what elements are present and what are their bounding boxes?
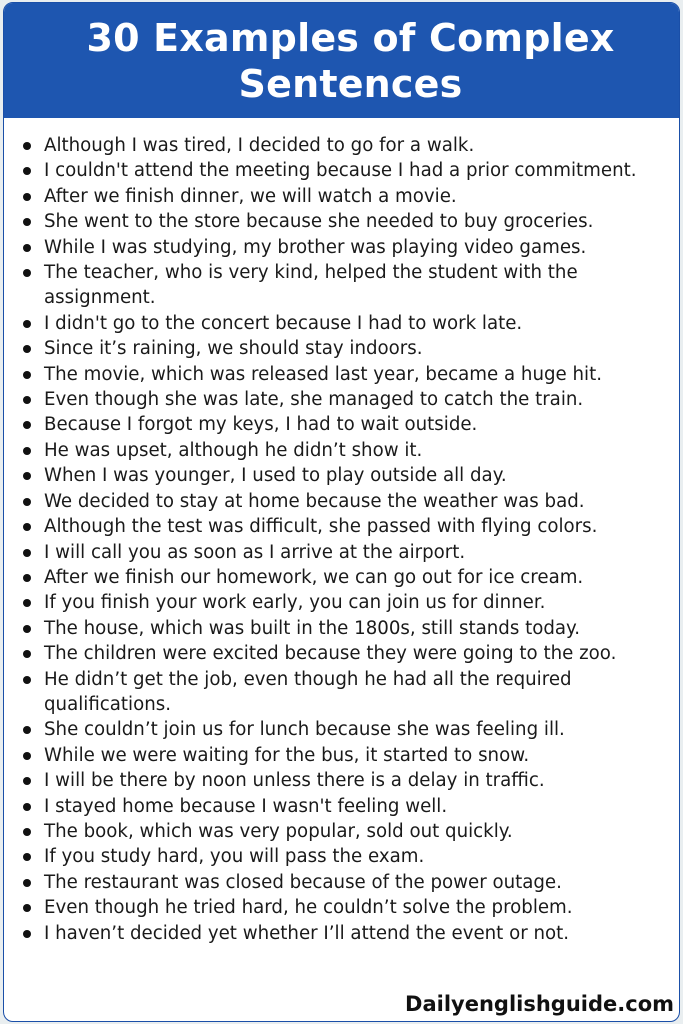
bullet-icon: [23, 676, 31, 684]
list-item: [0, 209, 683, 234]
list-item: [0, 794, 683, 819]
list-item: [0, 616, 683, 641]
list-item: [0, 819, 683, 844]
sentence-text: Even though he tried hard, he couldn’t solve the problem.: [44, 897, 573, 919]
bullet-icon: [23, 523, 31, 531]
bullet-icon: [23, 218, 31, 226]
list-item: [0, 768, 683, 793]
list-item: [0, 463, 683, 488]
list-item: [0, 870, 683, 895]
list-item: [0, 489, 683, 514]
bullet-icon: [23, 142, 31, 150]
bullet-icon: [23, 498, 31, 506]
list-item: [0, 590, 683, 615]
bullet-icon: [23, 345, 31, 353]
bullet-icon: [23, 193, 31, 201]
sentence-text: The book, which was very popular, sold out quickly.: [44, 820, 513, 842]
list-item: [0, 158, 683, 183]
sentence-text: Even though she was late, she managed to catch the train.: [44, 389, 584, 411]
site-watermark: Dailyenglishguide.com: [405, 992, 674, 1016]
bullet-icon: [23, 574, 31, 582]
list-item: [0, 133, 683, 158]
sentence-text: Although I was tired, I decided to go for a walk.: [44, 135, 475, 156]
bullet-icon: [23, 167, 31, 175]
list-item: [0, 311, 683, 336]
list-item: [0, 641, 683, 666]
bullet-icon: [23, 853, 31, 861]
page-title: 30 Examples of Complex Sentences: [86, 15, 615, 106]
list-item: [0, 717, 683, 742]
bullet-icon: [23, 244, 31, 252]
sentence-text: The children were excited because they were going to the zoo.: [44, 643, 617, 665]
list-item: [0, 260, 683, 311]
sentence-text: The movie, which was released last year, became a huge hit.: [44, 363, 602, 385]
bullet-icon: [23, 472, 31, 480]
sentence-text: I will be there by noon unless there is a delay in traffic.: [44, 770, 545, 792]
list-item: [0, 514, 683, 539]
list-item: [0, 844, 683, 869]
sentence-text: I couldn't attend the meeting because I had a prior commitment.: [44, 160, 637, 182]
sentence-text: We decided to stay at home because the weather was bad.: [44, 490, 585, 512]
list-item: [0, 387, 683, 412]
list-item: [0, 184, 683, 209]
list-item: [0, 743, 683, 768]
title-banner: [4, 3, 679, 118]
bullet-icon: [23, 752, 31, 760]
sentence-text: After we finish our homework, we can go out for ice cream.: [44, 566, 584, 588]
sentence-text: She went to the store because she needed to buy groceries.: [44, 211, 594, 233]
sentence-text: I didn't go to the concert because I had to work late.: [44, 312, 523, 334]
list-item: [0, 412, 683, 437]
bullet-icon: [23, 803, 31, 811]
bullet-icon: [23, 371, 31, 379]
bullet-icon: [23, 904, 31, 912]
bullet-icon: [23, 726, 31, 734]
bullet-icon: [23, 421, 31, 429]
bullet-icon: [23, 320, 31, 328]
bullet-icon: [23, 549, 31, 557]
list-item: [0, 895, 683, 920]
list-item: [0, 667, 683, 718]
sentence-list: [0, 133, 683, 946]
sentence-text: He was upset, although he didn’t show it.: [44, 439, 423, 461]
list-item: [0, 336, 683, 361]
list-item: [0, 540, 683, 565]
bullet-icon: [23, 625, 31, 633]
bullet-icon: [23, 930, 31, 938]
sentence-text: I stayed home because I wasn't feeling well.: [44, 795, 448, 817]
sentence-text: I will call you as soon as I arrive at the airport.: [44, 541, 466, 563]
sentence-text: When I was younger, I used to play outside all day.: [44, 465, 507, 487]
bullet-icon: [23, 777, 31, 785]
sentence-text: He didn’t get the job, even though he had all the required qualifications.: [44, 668, 572, 715]
list-item: [0, 362, 683, 387]
bullet-icon: [23, 269, 31, 277]
sentence-text: If you study hard, you will pass the exam.: [44, 846, 425, 868]
bullet-icon: [23, 447, 31, 455]
sentence-text: The house, which was built in the 1800s, still stands today.: [44, 617, 580, 639]
sentence-text: While I was studying, my brother was playing video games.: [44, 236, 587, 258]
list-item: [0, 235, 683, 260]
bullet-icon: [23, 828, 31, 836]
list-item: [0, 921, 683, 946]
list-item: [0, 565, 683, 590]
sentence-text: If you finish your work early, you can join us for dinner.: [44, 592, 546, 614]
sentence-text: She couldn’t join us for lunch because she was feeling ill.: [44, 719, 565, 741]
sentence-text: Because I forgot my keys, I had to wait outside.: [44, 414, 478, 436]
sentence-text: While we were waiting for the bus, it started to snow.: [44, 744, 530, 766]
sentence-text: Although the test was difficult, she passed with flying colors.: [44, 516, 598, 538]
sentence-text: The teacher, who is very kind, helped the student with the assignment.: [44, 262, 578, 309]
list-item: [0, 438, 683, 463]
sentence-text: I haven’t decided yet whether I’ll attend the event or not.: [44, 922, 570, 944]
bullet-icon: [23, 599, 31, 607]
bullet-icon: [23, 396, 31, 404]
sentence-text: After we finish dinner, we will watch a movie.: [44, 185, 457, 207]
sentence-text: The restaurant was closed because of the power outage.: [44, 871, 562, 893]
bullet-icon: [23, 650, 31, 658]
sentence-text: Since it’s raining, we should stay indoors.: [44, 338, 423, 360]
bullet-icon: [23, 879, 31, 887]
